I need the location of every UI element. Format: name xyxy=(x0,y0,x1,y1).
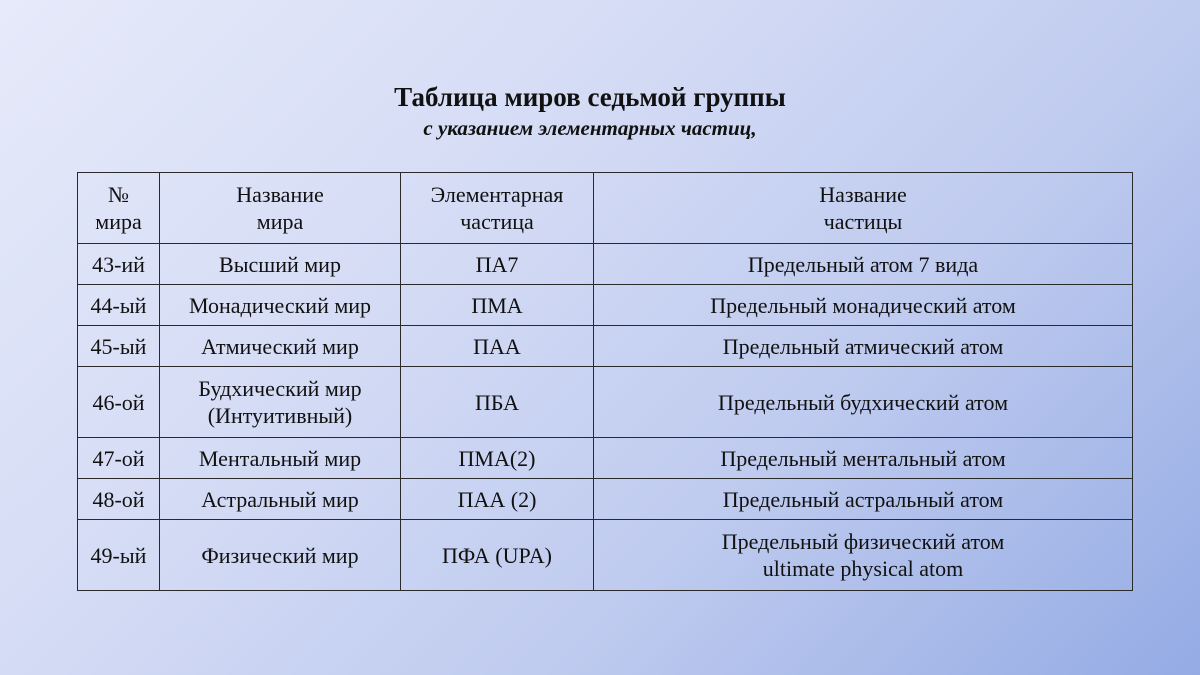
cell-line: (Интуитивный) xyxy=(207,403,353,428)
cell-particle: ПМА xyxy=(401,285,594,326)
cell-particle-name xyxy=(594,285,1133,326)
header-line: Название xyxy=(236,182,324,207)
cell-line: Предельный будхический атом xyxy=(718,389,1008,415)
header-line: Название xyxy=(819,182,907,207)
header-particle xyxy=(401,173,594,244)
worlds-table xyxy=(77,172,1133,591)
header-line: частицы xyxy=(823,209,903,234)
table-row xyxy=(78,520,1133,591)
cell-world-number: 44-ый xyxy=(78,285,160,326)
table-row xyxy=(78,438,1133,479)
cell-line: Высший мир xyxy=(219,251,341,277)
header-world-name xyxy=(160,173,401,244)
cell-line: Физический мир xyxy=(201,542,359,568)
cell-particle-name xyxy=(594,520,1133,591)
cell-particle: ПАА (2) xyxy=(401,479,594,520)
cell-particle: ПБА xyxy=(401,367,594,438)
cell-world-number: 46-ой xyxy=(78,367,160,438)
cell-particle-name xyxy=(594,438,1133,479)
cell-line: Предельный монадический атом xyxy=(710,292,1016,318)
cell-line: Предельный астральный атом xyxy=(722,486,1004,512)
header-line: № xyxy=(108,182,129,207)
cell-line: Предельный атом 7 вида xyxy=(747,251,979,277)
cell-world-name xyxy=(160,244,401,285)
page-subtitle: с указанием элементарных частиц, xyxy=(423,116,757,140)
cell-world-number: 49-ый xyxy=(78,520,160,591)
table-row xyxy=(78,367,1133,438)
header-line: мира xyxy=(256,209,304,234)
cell-line: ultimate physical atom xyxy=(762,556,964,581)
cell-line: Монадический мир xyxy=(188,292,372,318)
cell-line: Предельный ментальный атом xyxy=(720,445,1006,471)
cell-line: Предельный физический атом xyxy=(721,529,1005,554)
header-particle-name xyxy=(594,173,1133,244)
cell-world-number: 48-ой xyxy=(78,479,160,520)
cell-world-name xyxy=(160,520,401,591)
cell-particle-name xyxy=(594,479,1133,520)
cell-particle: ПМА(2) xyxy=(401,438,594,479)
cell-line: Ментальный мир xyxy=(198,445,362,471)
cell-line: Предельный атмический атом xyxy=(722,333,1004,359)
cell-world-name xyxy=(160,367,401,438)
table-row xyxy=(78,244,1133,285)
cell-particle-name xyxy=(594,367,1133,438)
cell-world-name xyxy=(160,479,401,520)
page-title: Таблица миров седьмой группы xyxy=(394,82,786,112)
cell-particle: ПА7 xyxy=(401,244,594,285)
cell-line: Будхический мир xyxy=(198,376,362,401)
cell-line: Астральный мир xyxy=(201,486,359,512)
cell-particle-name xyxy=(594,244,1133,285)
cell-world-name xyxy=(160,326,401,367)
cell-world-number: 43-ий xyxy=(78,244,160,285)
table-header-row xyxy=(78,173,1133,244)
header-world-number xyxy=(78,173,160,244)
cell-world-name xyxy=(160,285,401,326)
title-block xyxy=(0,80,1180,142)
header-line: мира xyxy=(95,209,142,234)
table-row xyxy=(78,285,1133,326)
cell-world-name xyxy=(160,438,401,479)
cell-line: Атмический мир xyxy=(201,333,359,359)
header-line: Элементарная xyxy=(430,182,564,207)
cell-world-number: 47-ой xyxy=(78,438,160,479)
cell-particle: ПАА xyxy=(401,326,594,367)
header-line: частица xyxy=(460,209,534,234)
cell-particle-name xyxy=(594,326,1133,367)
cell-particle: ПФА (UPA) xyxy=(401,520,594,591)
table-row xyxy=(78,479,1133,520)
table-row xyxy=(78,326,1133,367)
cell-world-number: 45-ый xyxy=(78,326,160,367)
